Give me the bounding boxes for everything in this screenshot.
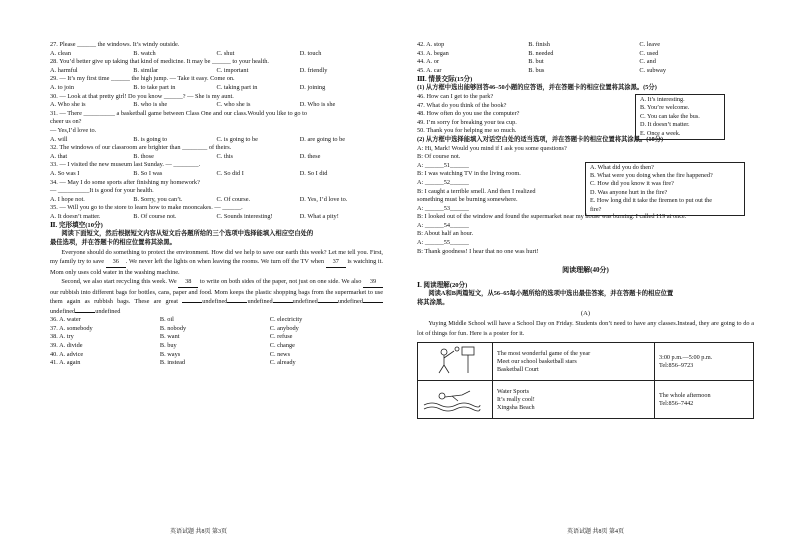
option: D. these [299, 152, 321, 160]
cloze-blank [363, 302, 383, 303]
cloze-option: B. needed [528, 49, 554, 57]
poster-text: Tel:856–7442 [659, 399, 694, 407]
cloze-option: 39. A. divide [50, 341, 83, 349]
cloze-option: 38. A. try [50, 333, 74, 341]
option: A. So was I [50, 169, 80, 177]
cloze-blank: 36 [106, 257, 126, 268]
section-instructions: 阅读下面短文，然后根据短文内容从短文后各题所给的三个选项中选择能填入相应空白处的 [61, 230, 314, 238]
cloze-option: C. already [269, 359, 296, 367]
cloze-option-row [50, 333, 383, 342]
option: B. to take part in [133, 83, 176, 91]
cloze-option-row [50, 325, 383, 334]
poster-description [493, 343, 655, 381]
option: C. is going to be [216, 135, 258, 143]
option-row [50, 136, 383, 145]
dialogue-line: B: I looked out of the window and found the supermarket near my house was burning. I called 119 at once. [417, 213, 687, 221]
page-footer: 英语试题 共8页 第3页 [169, 529, 227, 535]
option: B. those [133, 152, 154, 160]
cloze-blank [318, 302, 338, 303]
passage-label: (A) [580, 310, 591, 318]
cloze-option: B. nobody [159, 324, 187, 332]
cloze-option: C. subway [639, 66, 666, 74]
cloze-paragraph: Everyone should do something to protect the environment. How did we help to save our earth this week? Let me tell you. First, my family try to save 36 . We never left the lights on when leaving the rooms. We turn off the TV when 37 is watching it. Mom only uses cold water in the washing machine. [50, 248, 383, 276]
cloze-option-row [417, 58, 754, 67]
cloze-blank [182, 302, 202, 303]
cloze-option-row [417, 41, 754, 50]
option-row [50, 101, 383, 110]
question-stem: 33. — I visited the new museum last Sunday. — ________. [50, 161, 201, 169]
option: A. It doesn’t matter. [50, 212, 101, 220]
poster-image-cell [418, 381, 493, 419]
cloze-option: 40. A. advice [50, 350, 84, 358]
cloze-option-row [50, 316, 383, 325]
option: C. Of course. [216, 195, 251, 203]
cloze-option: C. electricity [269, 316, 303, 324]
option: C. shut [216, 49, 235, 57]
cloze-option: B. oil [159, 316, 174, 324]
cloze-option: 44. A. or [417, 58, 440, 66]
option: B. watch [133, 49, 156, 57]
situational-question: 46. How can I get to the park? [417, 92, 494, 100]
poster-text: The most wonderful game of the year [497, 349, 591, 357]
cloze-option: 45. A. car [417, 66, 442, 74]
section-instructions: 将其涂黑。 [417, 298, 449, 306]
option: B. who is she [133, 101, 168, 109]
option: D. So I did [299, 169, 328, 177]
option-row [50, 84, 383, 93]
cloze-option-row [50, 351, 383, 360]
cloze-option: 37. A. somebody [50, 324, 93, 332]
cloze-option: B. buy [159, 341, 177, 349]
cloze-blank: 39 [363, 277, 383, 288]
poster-text: It’s really cool! [497, 395, 535, 403]
section-instructions: 阅读A和B两篇短文，从56–65每小题所给的选项中选出最佳答案，并在答题卡的相应位置 [428, 290, 674, 298]
cloze-option: C. change [269, 341, 295, 349]
cloze-blank [227, 302, 247, 303]
option: A. that [50, 152, 68, 160]
answer-option: A. It’s interesting. [640, 95, 685, 103]
cloze-option: B. bus [528, 66, 545, 74]
option: A. I hope not. [50, 195, 85, 203]
cloze-option: B. but [528, 58, 544, 66]
cloze-option: B. finish [528, 41, 550, 48]
section-instructions: (1) 从方框中选出能够回答46–50小题的应答语，并在答题卡的相应位置将其涂黑。(5分) [417, 84, 657, 92]
option-row [50, 153, 383, 162]
answer-option: E. How long did it take the firemen to put out the [590, 197, 713, 205]
right-page [397, 0, 794, 543]
option-row [50, 50, 383, 59]
option: A. harmful [50, 66, 78, 74]
cloze-option: 36. A. water [50, 316, 81, 324]
option: D. Yes, I’d love to. [299, 195, 348, 203]
cloze-blank: 38 [178, 277, 198, 288]
option: C. So did I [216, 169, 244, 177]
cloze-option-row [417, 50, 754, 59]
cloze-option: 41. A. again [50, 359, 81, 367]
cloze-option: B. want [159, 333, 180, 341]
reading-heading: 阅读理解(40分) [562, 266, 609, 275]
answer-option: C. How did you know it was fire? [590, 180, 674, 188]
cloze-option: B. ways [159, 350, 181, 358]
option: B. Of course not. [133, 212, 177, 220]
poster-table [417, 342, 754, 419]
option: D. touch [299, 49, 322, 57]
poster-description [493, 381, 655, 419]
dialogue-block [417, 145, 754, 257]
cloze-paragraph: Second, we also start recycling this week. We 38 to write on both sides of the paper, not just on one side. We also 39 our rubbish into different bags for bottles, cans, paper and food. Mom keeps the plastic shopping bags from the supermarket to use them again as rubbish bags. These are great undefined undefined undefined undefinedundefined undefined [50, 278, 383, 315]
dialogue-line: B: Thank goodness! I hear that no one was hurt! [417, 247, 539, 255]
dialogue-line: A: ______53______ [417, 204, 469, 212]
poster-text: Meet our school basketball stars [497, 357, 577, 365]
page-footer: 英语试题 共8页 第4页 [566, 529, 624, 535]
cloze-option: 42. A. stop [417, 41, 445, 48]
option: D. are going to be [299, 135, 346, 143]
dialogue-line: something must be burning somewhere. [417, 196, 518, 204]
option: B. So I was [133, 169, 163, 177]
answer-box [635, 94, 725, 140]
section-title: Ⅱ. 完形填空(10分) [50, 222, 103, 230]
question-stem-cont: — __________It is good for your health. [50, 187, 154, 195]
cloze-blank [273, 302, 293, 303]
answer-option: C. You can take the bus. [640, 112, 700, 120]
dialogue-line: A: ______55______ [417, 239, 469, 247]
dialogue-line: A: ______54______ [417, 221, 469, 229]
cloze-option-row [417, 67, 754, 76]
section-title: Ⅰ. 阅读理解(20分) [417, 282, 468, 290]
poster-text: Tel:856–9723 [659, 361, 694, 369]
question-stem: 28. You’d better give up taking that kind of medicine. It may be ______ to your health. [50, 58, 269, 66]
cloze-option: C. news [269, 350, 291, 358]
option-row [50, 67, 383, 76]
question-stem-cont: — Yes,I’d love to. [50, 126, 97, 134]
dialogue-line: B: About half an hour. [417, 230, 474, 238]
situational-block [417, 93, 754, 136]
reading-passage: Yuying Middle School will have a School Day on Friday. Students don’t need to have any classes.Instead, they are going to do a lot of things for fun. Here is a poster for it. [417, 320, 754, 337]
poster-time [655, 381, 754, 419]
option-row [50, 170, 383, 179]
situational-question: 49. I’m sorry for breaking your tea cup. [417, 118, 517, 126]
option: D. Who is she [299, 101, 336, 109]
cloze-blank [75, 312, 95, 313]
question-stem: 31. — There __________ a basketball game between Class One and our class.Would you like to go to [50, 109, 307, 117]
dialogue-line: B: I was watching TV in the living room. [417, 170, 521, 178]
poster-text: 3:00 p.m.—5:00 p.m. [659, 353, 713, 361]
answer-option: D. It doesn’t matter. [640, 121, 690, 129]
answer-option: B. You’re welcome. [640, 104, 690, 112]
poster-text: The whole afternoon [659, 391, 711, 399]
situational-question: 50. Thank you for helping me so much. [417, 127, 517, 135]
basketball-player-icon [422, 345, 482, 375]
option: C. taking part in [216, 83, 258, 91]
cloze-option: C. and [639, 58, 656, 66]
situational-question: 47. What do you think of the book? [417, 101, 507, 109]
dialogue-line: B: Of course not. [417, 153, 461, 161]
answer-option: A. What did you do then? [590, 163, 654, 171]
poster-image-cell [418, 343, 493, 381]
option: B. similar [133, 66, 159, 74]
question-stem: 27. Please ______ the windows. It’s windy outside. [50, 41, 180, 48]
situational-question: 48. How often do you use the computer? [417, 110, 520, 118]
question-stem: 29. — It’s my first time ______ the high jump. — Take it easy. Come on. [50, 75, 235, 83]
question-stem-cont: cheer us on? [50, 118, 82, 126]
option: D. joining [299, 83, 326, 91]
cloze-option: C. leave [639, 41, 661, 48]
option-row [50, 213, 383, 222]
answer-option: E. Once a week. [640, 129, 681, 137]
option: A. will [50, 135, 68, 143]
cloze-option-row [50, 342, 383, 351]
option: C. important [216, 66, 249, 74]
cloze-option: B. instead [159, 359, 186, 367]
section-instructions: 最佳选项，并在答题卡的相应位置将其涂黑。 [50, 239, 176, 247]
poster-row [418, 343, 754, 381]
option: A. Who she is [50, 101, 86, 109]
option: A. clean [50, 49, 71, 57]
option: B. is going to [133, 135, 168, 143]
question-stem: 34. — May I do some sports after finishing my homework? [50, 178, 200, 186]
question-stem: 35. — Will you go to the store to learn how to make mooncakes. — ______. [50, 204, 243, 212]
answer-option: B. What were you doing when the fire happened? [590, 171, 713, 179]
option: C. who she is [216, 101, 251, 109]
section-title: Ⅲ. 情景交际(15分) [417, 76, 473, 84]
poster-text: Water Sports [497, 387, 529, 395]
dialogue-line: A: ______51______ [417, 161, 469, 169]
cloze-option-row [50, 359, 383, 368]
poster-row [418, 381, 754, 419]
cloze-option: 43. A. began [417, 49, 449, 57]
option: C. Sounds interesting! [216, 212, 273, 220]
option: C. this [216, 152, 233, 160]
answer-option: fire? [590, 205, 602, 213]
dialogue-line: B: I caught a terrible smell. And then I realized [417, 187, 536, 195]
option-row [50, 196, 383, 205]
dialogue-line: A: ______52______ [417, 178, 469, 186]
dialogue-line: A: Hi, Mark! Would you mind if I ask you some questions? [417, 144, 567, 152]
cloze-option: C. anybody [269, 324, 299, 332]
poster-time [655, 343, 754, 381]
swimmer-icon [422, 383, 482, 413]
poster-text: Basketball Court [497, 365, 539, 373]
poster-text: Xingsha Beach [497, 403, 535, 411]
cloze-blank: 37 [326, 257, 346, 268]
option: B. Sorry, you can’t. [133, 195, 183, 203]
answer-box [585, 162, 745, 216]
option: A. to join [50, 83, 74, 91]
cloze-option: C. refuse [269, 333, 293, 341]
answer-option: D. Was anyone hurt in the fire? [590, 188, 668, 196]
section-instructions: (2) 从方框中选择能填入对话空白处的适当选项，并在答题卡的相应位置将其涂黑。(10分) [417, 135, 664, 143]
question-stem: 32. The windows of our classroom are brighter than ________ of theirs. [50, 144, 232, 152]
option: D. friendly [299, 66, 328, 74]
option: D. What a pity! [299, 212, 339, 220]
cloze-option: C. used [639, 49, 659, 57]
question-stem: 30. — Look at that pretty girl! Do you know ______? — She is my aunt. [50, 92, 234, 100]
